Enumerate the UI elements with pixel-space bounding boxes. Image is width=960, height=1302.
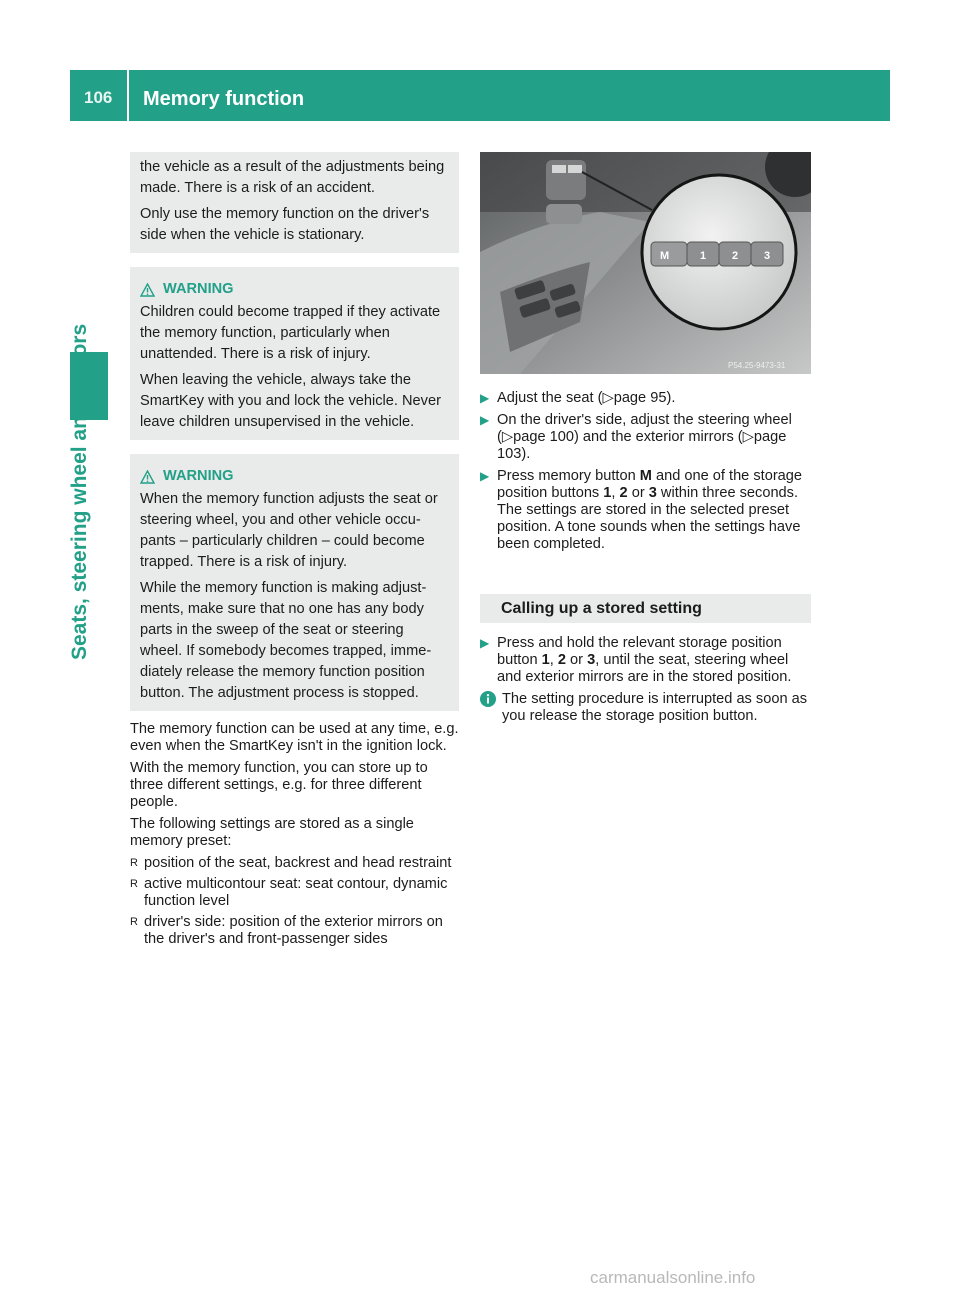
page-ref-link[interactable]: page 103 [497,429,787,462]
bullet-icon: R [130,878,138,890]
bullet-icon: R [130,857,138,869]
memory-button-2: 2 [732,250,739,262]
warning-label: WARNING [163,468,234,484]
subsection-heading: Calling up a stored setting [480,594,811,623]
image-code: P54.25-9473-31 [728,361,786,370]
page-ref-link[interactable]: page 100 [513,429,574,445]
warning-paragraph: Children could become trapped if they activate the memory function, particularly when unattended. There is a risk of injury. [140,304,441,362]
warning-paragraph: When the memory function adjusts the seat or steering wheel, you and other vehicle occupants – particularly children – could become trapped. There is a risk of injury. [140,491,438,570]
chapter-title: Seats, steering wheel and mirrors [68,323,91,660]
page-ref-icon: ▷ [742,429,754,445]
warning-box [130,454,459,711]
warning-box [130,267,459,440]
warning-triangle-icon [140,470,155,484]
step-text: On the driver's side, adjust the steering wheel (▷page 100) and the exterior mirrors (▷page 103). [497,412,792,462]
step-text: Press memory button M and one of the storage position buttons 1, 2 or 3 within three seconds. The settings are stored in the selected preset position. A tone sounds when the settings have been completed. [497,468,803,552]
step-result: The settings are stored in the selected preset position. A tone sounds when the settings have been completed. [497,502,801,552]
bullet-icon: R [130,916,138,928]
page-ref-icon: ▷ [501,429,514,445]
instruction-step [480,412,811,463]
body-text [130,721,459,850]
info-icon [480,691,502,725]
list-item-text: driver's side: position of the exterior mirrors on the driver's and front-passenger sides [144,914,443,947]
header-divider [127,70,129,121]
memory-button-m: M [660,250,670,262]
body-paragraph: The memory function can be used at any time, e.g. even when the SmartKey isn't in the ignition lock. [130,721,459,754]
warning-triangle-icon [140,283,155,297]
page-header [70,70,890,121]
list-item [130,876,459,910]
box-paragraph: Only use the memory function on the driver's side when the vehicle is stationary. [140,206,430,243]
list-item [130,914,459,948]
list-item-text: position of the seat, backrest and head restraint [144,855,452,871]
box-paragraph: the vehicle as a result of the adjustments being made. There is a risk of an accident. [140,159,445,196]
body-paragraph: With the memory function, you can store up to three different settings, e.g. for three different people. [130,760,428,810]
left-column [130,152,459,952]
step-arrow-icon: ▶ [480,636,490,650]
warning-heading [140,468,449,485]
memory-button-1: 1 [700,250,707,262]
body-paragraph: The following settings are stored as a single memory preset: [130,816,414,849]
list-item-text: active multicontour seat: seat contour, dynamic function level [144,876,448,909]
warning-label: WARNING [163,281,234,297]
step-text: Adjust the seat (▷page 95). [497,390,676,406]
page-ref-icon: ▷ [602,390,614,406]
step-text: Press and hold the relevant storage position button 1, 2 or 3, until the seat, steering wheel and exterior mirrors are in the stored position. [497,635,792,685]
section-title: Memory function [143,88,305,110]
right-column [480,152,811,725]
warning-heading [140,281,449,298]
memory-buttons-photo [480,152,811,374]
page-number: 106 [84,88,113,107]
step-arrow-icon: ▶ [480,391,490,405]
warning-paragraph: While the memory function is making adjustments, make sure that no one has any body parts in the sweep of the seat or steering wheel. If somebody becomes trapped, immediately release the memory function position button. The adjustment process is stopped. [140,580,432,701]
step-arrow-icon: ▶ [480,469,490,483]
warning-paragraph: When leaving the vehicle, always take the SmartKey with you and lock the vehicle. Never leave children unsupervised in the vehicle. [140,372,441,430]
instruction-step [480,635,811,686]
page-ref-link[interactable]: page 95 [613,390,667,406]
info-text: The setting procedure is interrupted as soon as you release the storage position button. [502,691,808,724]
info-note [480,691,811,725]
list-item [130,855,459,872]
continued-warning-box [130,152,459,253]
watermark: carmanualsonline.info [590,1268,756,1287]
instruction-step [480,390,811,407]
instruction-step [480,468,811,553]
step-arrow-icon: ▶ [480,413,490,427]
memory-button-3: 3 [764,250,771,262]
